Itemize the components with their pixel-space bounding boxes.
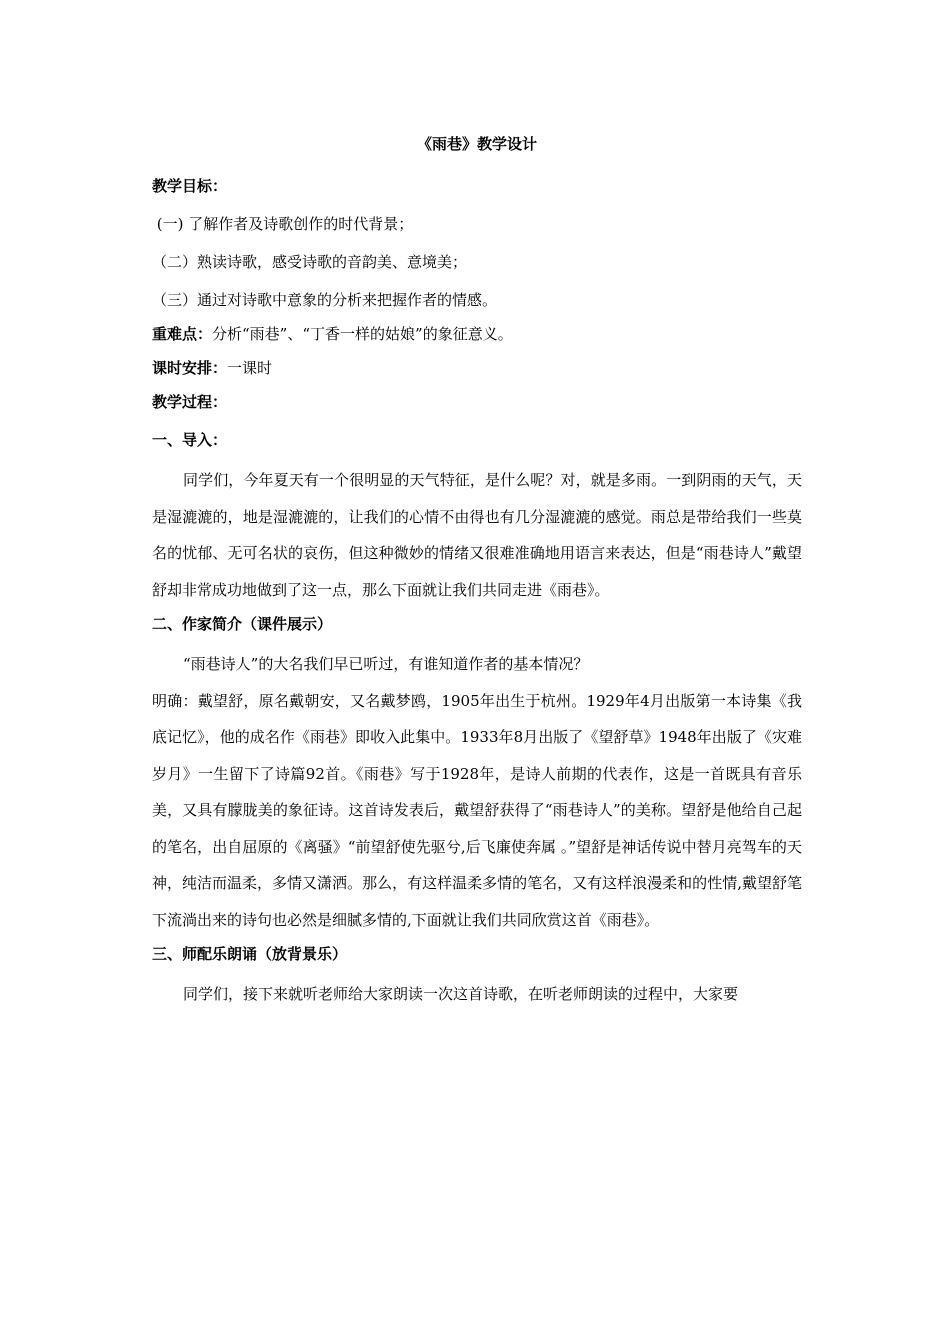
section-author-question: “雨巷诗人”的大名我们早已听过，有谁知道作者的基本情况？ bbox=[183, 655, 589, 673]
section-heading-intro: 一、导入： bbox=[152, 431, 228, 449]
objective-item: （三）通过对诗歌中意象的分析来把握作者的情感。 bbox=[152, 291, 498, 309]
objective-item: (一) 了解作者及诗歌创作的时代背景； bbox=[152, 215, 414, 233]
process-heading: 教学过程： bbox=[152, 393, 228, 411]
key-points bbox=[152, 324, 802, 344]
key-points-label: 重难点： bbox=[152, 325, 213, 343]
objectives-heading: 教学目标： bbox=[152, 177, 228, 195]
schedule-text: 一课时 bbox=[227, 359, 273, 377]
section-author-answer: 明确：戴望舒，原名戴朝安，又名戴梦鸥，1905年出生于杭州。1929年4月出版第一本诗集《我底记忆》，他的成名作《雨巷》即收入此集中。1933年8月出版了《望舒草》1948年出版了《灾难岁月》一生留下了诗篇92首。《雨巷》写于1928年，是诗人前期的代表作，这是一首既具有音乐美，又具有朦胧美的象征诗。这首诗发表后，戴望舒获得了“雨巷诗人”的美称。望舒是他给自己起的笔名，出自屈原的《离骚》“前望舒使先驱兮,后飞廉使奔属 。”望舒是神话传说中替月亮驾车的天神，纯洁而温柔，多情又潇洒。那么，有这样温柔多情的笔名，又有这样浪漫柔和的性情,戴望舒笔下流淌出来的诗句也必然是细腻多情的,下面就让我们共同欣赏这首《雨巷》。 bbox=[152, 691, 802, 929]
section-heading-author: 二、作家简介（课件展示） bbox=[152, 615, 333, 633]
section-intro-paragraph: 同学们，今年夏天有一个很明显的天气特征，是什么呢？对，就是多雨。一到阴雨的天气，天是湿漉漉的，地是湿漉漉的，让我们的心情不由得也有几分湿漉漉的感觉。雨总是带给我们一些莫名的忧郁、无可名状的哀伤，但这种微妙的情绪又很难准确地用语言来表达，但是“雨巷诗人”戴望舒却非常成功地做到了这一点，那么下面就让我们共同走进《雨巷》。 bbox=[152, 471, 802, 599]
document-page bbox=[152, 134, 802, 1019]
schedule bbox=[152, 358, 802, 378]
key-points-text: 分析“雨巷”、“丁香一样的姑娘”的象征意义。 bbox=[212, 325, 513, 343]
schedule-label: 课时安排： bbox=[152, 359, 228, 377]
document-title: 《雨巷》教学设计 bbox=[416, 135, 537, 153]
objective-item: （二）熟读诗歌，感受诗歌的音韵美、意境美； bbox=[152, 253, 468, 271]
section-heading-recitation: 三、师配乐朗诵（放背景乐） bbox=[152, 945, 348, 963]
section-recitation-paragraph: 同学们，接下来就听老师给大家朗读一次这首诗歌，在听老师朗读的过程中，大家要 bbox=[183, 985, 739, 1003]
